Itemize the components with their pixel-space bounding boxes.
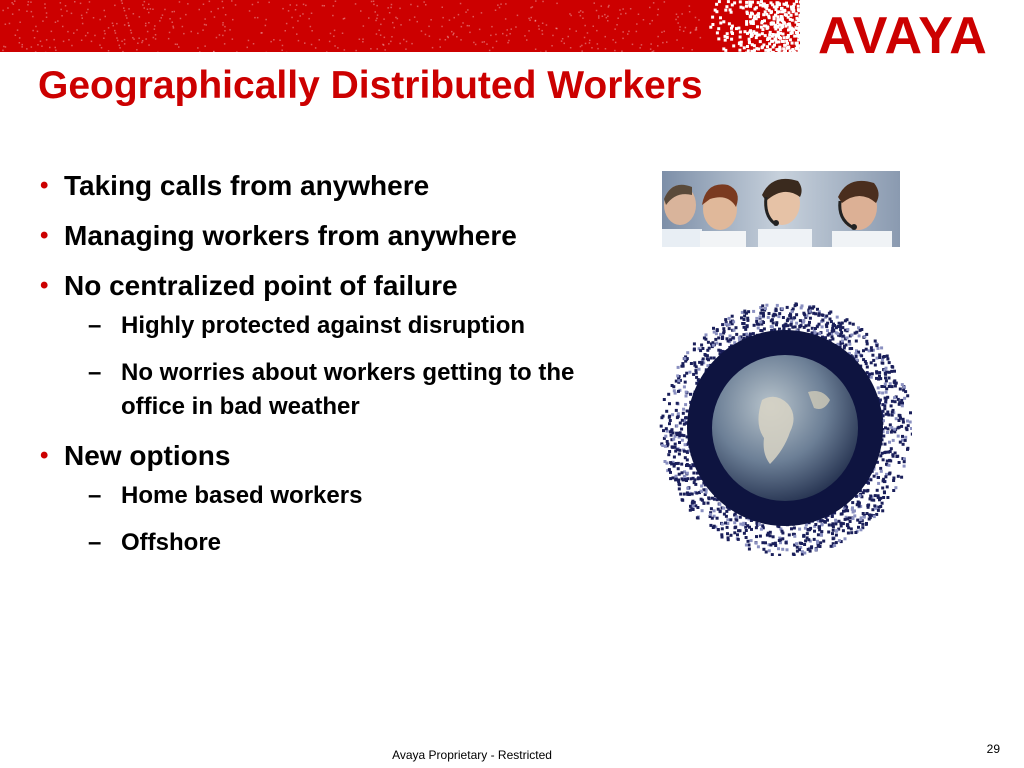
sub-bullet-item [88,526,580,560]
bullet-marker: • [40,172,49,199]
slide-title: Geographically Distributed Workers [38,64,703,107]
sub-bullet-marker: – [88,482,102,509]
sub-bullet-text: Offshore [121,529,222,556]
sub-bullet-marker: – [88,359,102,386]
bullet-item [40,268,580,303]
bullet-marker: • [40,442,49,469]
bullet-item [40,218,580,253]
footer-confidentiality: Avaya Proprietary - Restricted [392,748,552,762]
sub-bullet-text: No worries about workers getting to the office in bad weather [121,359,575,420]
bullet-text: Managing workers from anywhere [64,220,517,251]
sub-bullet-item [88,356,580,424]
bullet-marker: • [40,272,49,299]
sub-bullet-marker: – [88,312,102,339]
call-center-photo [662,171,900,247]
sub-bullet-item [88,479,580,513]
sub-bullet-item [88,309,580,343]
bullet-marker: • [40,222,49,249]
bullet-item [40,168,580,203]
sub-bullet-marker: – [88,529,102,556]
bullet-text: Taking calls from anywhere [64,170,430,201]
bullet-text: New options [64,440,231,471]
sub-bullet-text: Highly protected against disruption [121,312,526,339]
avaya-logo: AVAYA [818,7,988,65]
page-number: 29 [986,742,1000,756]
bullet-list [40,168,580,573]
bullet-item [40,438,580,473]
sub-bullet-text: Home based workers [121,482,363,509]
globe-graphic [658,300,912,556]
bullet-text: No centralized point of failure [64,270,458,301]
